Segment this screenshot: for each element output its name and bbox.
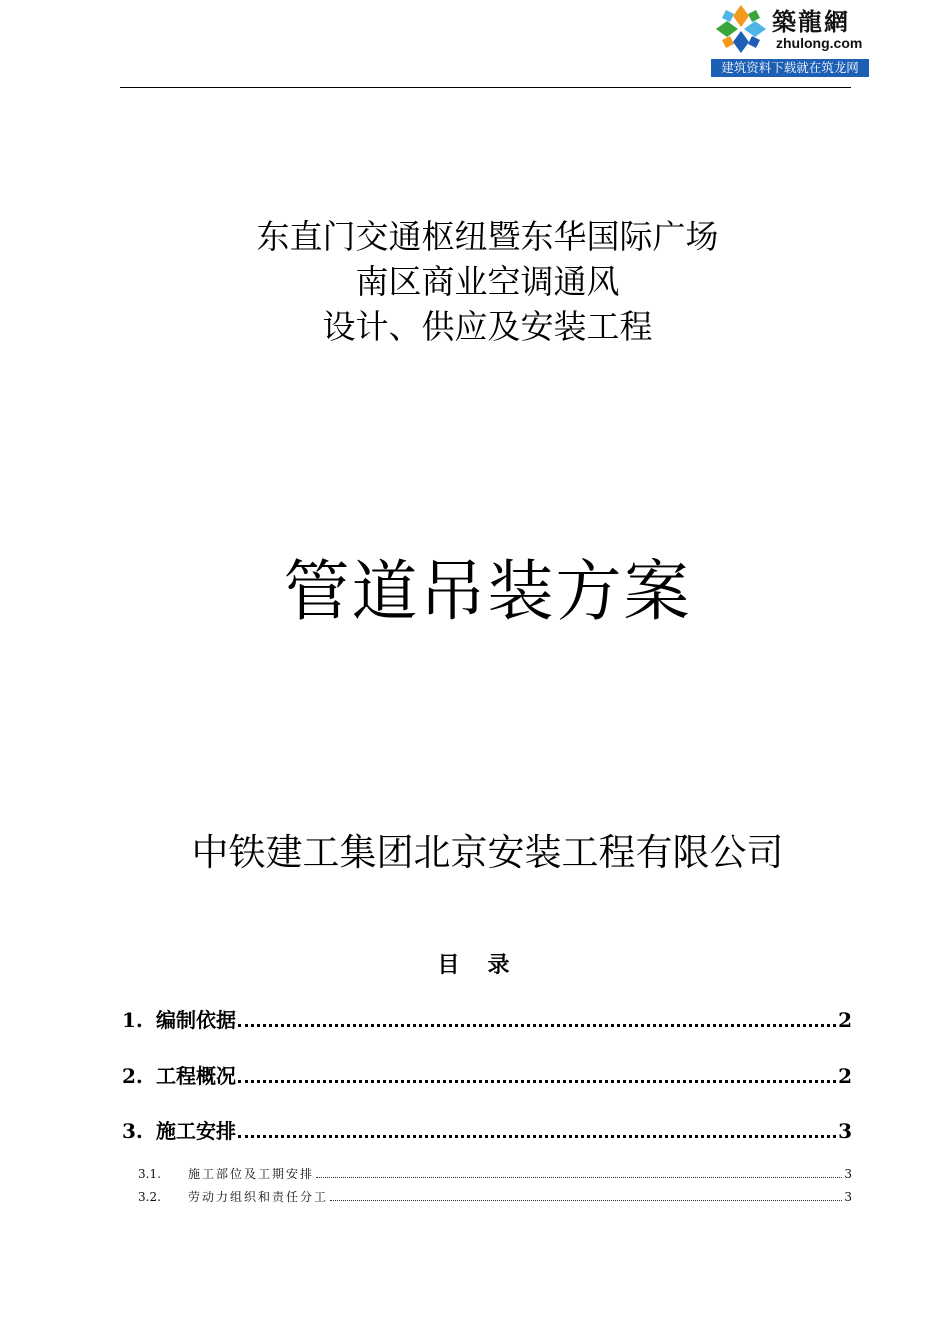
toc-leader-dots	[330, 1200, 842, 1201]
toc-heading: 目录	[437, 952, 538, 978]
project-title-line-2: 南区商业空调通风	[355, 262, 620, 301]
toc-subentry[interactable]	[138, 1165, 852, 1183]
document-title: 管道吊装方案	[283, 553, 692, 630]
toc-entry-number: 3.	[122, 1119, 143, 1143]
toc-leader-dots	[238, 1024, 836, 1027]
toc-entry[interactable]	[122, 1117, 852, 1145]
logo-slogan: 建筑资料下载就在筑龙网	[711, 59, 869, 77]
toc-subentry-number: 3.2.	[138, 1190, 161, 1204]
toc-subentry-text: 劳动力组织和责任分工	[188, 1190, 329, 1204]
toc-leader-dots	[316, 1177, 842, 1178]
toc-subentry[interactable]	[138, 1188, 852, 1206]
toc-entry-text: 施工安排	[156, 1119, 236, 1143]
toc-entry-text: 编制依据	[156, 1008, 236, 1032]
zhulong-logo	[710, 0, 870, 78]
toc-subentry-page: 3	[844, 1190, 852, 1204]
zhulong-logo-icon	[712, 2, 770, 56]
toc-leader-dots	[238, 1080, 836, 1083]
header-rule	[120, 87, 851, 88]
toc-subentry-page: 3	[844, 1167, 852, 1181]
project-title	[0, 214, 950, 349]
toc-subentry-number: 3.1.	[138, 1167, 161, 1181]
company-name: 中铁建工集团北京安装工程有限公司	[191, 831, 784, 874]
toc-subentry-text: 施工部位及工期安排	[188, 1167, 315, 1181]
toc-entry-page: 3	[838, 1119, 852, 1143]
toc-entry-number: 2.	[122, 1064, 143, 1088]
toc-entry-page: 2	[838, 1008, 852, 1032]
toc-entry[interactable]	[122, 1062, 852, 1090]
toc-entry-number: 1.	[122, 1008, 143, 1032]
project-title-line-3: 设计、供应及安装工程	[322, 307, 653, 346]
toc-entry-text: 工程概况	[156, 1064, 236, 1088]
logo-name: 築龍網	[772, 7, 850, 36]
toc-leader-dots	[238, 1135, 836, 1138]
toc-entry-page: 2	[838, 1064, 852, 1088]
logo-domain: zhulong.com	[776, 35, 863, 51]
toc-entry[interactable]	[122, 1006, 852, 1034]
project-title-line-1: 东直门交通枢纽暨东华国际广场	[256, 217, 719, 256]
